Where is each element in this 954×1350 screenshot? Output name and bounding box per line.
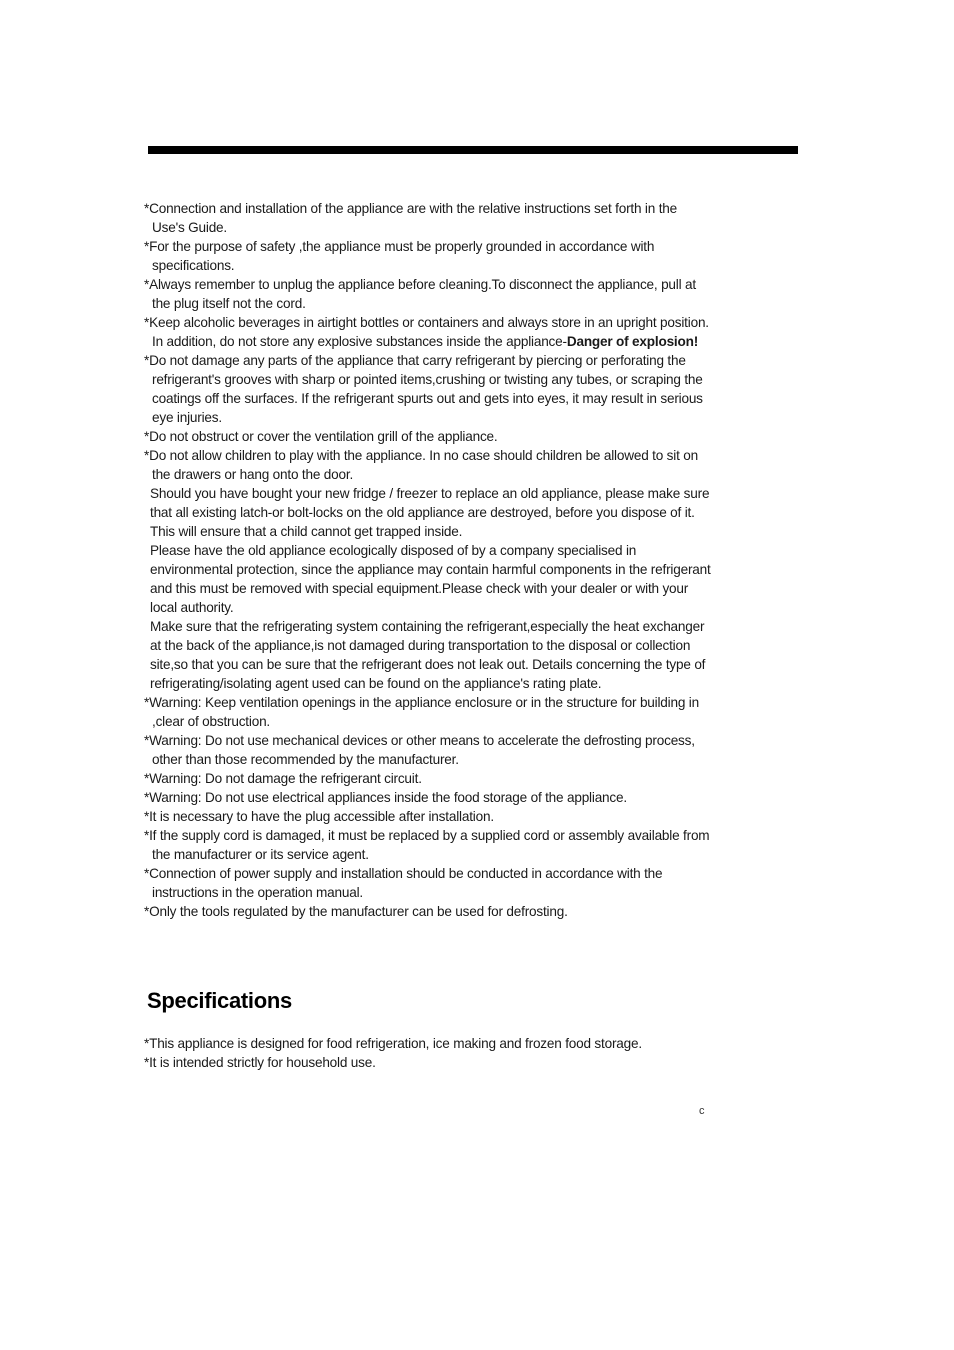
list-item: *This appliance is designed for food refrigeration, ice making and frozen food storage. xyxy=(144,1036,642,1051)
list-item: Make sure that the refrigerating system containing the refrigerant,especially the heat exchanger at the back of the appliance,is not damaged during transportation to the disposal or collection site,so that you can be sure that the refrigerant does not leak out. Details concerning the type of refrigerating/isolating agent used can be found on the appliance's rating plate. xyxy=(150,619,706,691)
list-item: *Connection of power supply and installation should be conducted in accordance with the instructions in the operation manual. xyxy=(144,866,663,900)
list-item: *Only the tools regulated by the manufacturer can be used for defrosting. xyxy=(144,904,568,919)
specifications-list xyxy=(144,1034,712,1072)
list-item: *It is necessary to have the plug accessible after installation. xyxy=(144,809,494,824)
list-item: *Do not damage any parts of the appliance that carry refrigerant by piercing or perforating the refrigerant's grooves with sharp or pointed items,crushing or twisting any tubes, or scraping the coatings off the surfaces. If the refrigerant spurts out and gets into eyes, it may result in serious eye injuries. xyxy=(144,353,703,425)
list-item: *If the supply cord is damaged, it must be replaced by a supplied cord or assembly available from the manufacturer or its service agent. xyxy=(144,828,710,862)
list-item: This will ensure that a child cannot get trapped inside. xyxy=(150,524,463,539)
list-item: *For the purpose of safety ,the appliance must be properly grounded in accordance with specifications. xyxy=(144,239,655,273)
list-item: *Do not obstruct or cover the ventilation grill of the appliance. xyxy=(144,429,498,444)
top-rule xyxy=(148,146,798,154)
list-item: *Warning: Do not use mechanical devices or other means to accelerate the defrosting process, other than those recommended by the manufacturer. xyxy=(144,733,695,767)
list-item: *Warning: Do not use electrical appliances inside the food storage of the appliance. xyxy=(144,790,627,805)
list-item: *Connection and installation of the appliance are with the relative instructions set forth in the Use's Guide. xyxy=(144,201,677,235)
list-item: *Warning: Do not damage the refrigerant circuit. xyxy=(144,771,422,786)
safety-list xyxy=(144,199,712,921)
section-title: Specifications xyxy=(147,988,292,1013)
list-item: *It is intended strictly for household use. xyxy=(144,1055,376,1070)
list-item xyxy=(144,313,712,351)
item-text: *Keep alcoholic beverages in airtight bottles or containers and always store in an upright position. In addition, do not store any explosive substances inside the appliance- xyxy=(144,315,709,349)
list-item: Should you have bought your new fridge / freezer to replace an old appliance, please make sure that all existing latch-or bolt-locks on the old appliance are destroyed, before you dispose of it. xyxy=(150,486,710,520)
page-mark: c xyxy=(699,1105,705,1117)
list-item: *Warning: Keep ventilation openings in the appliance enclosure or in the structure for building in ,clear of obstruction. xyxy=(144,695,699,729)
list-item: *Always remember to unplug the appliance before cleaning.To disconnect the appliance, pull at the plug itself not the cord. xyxy=(144,277,696,311)
list-item: *Do not allow children to play with the appliance. In no case should children be allowed to sit on the drawers or hang onto the door. xyxy=(144,448,698,482)
list-item: Please have the old appliance ecologically disposed of by a company specialised in environmental protection, since the appliance may contain harmful components in the refrigerant and this must be removed with special equipment.Please check with your dealer or with your local authority. xyxy=(150,543,711,615)
danger-warning: Danger of explosion! xyxy=(566,334,699,349)
